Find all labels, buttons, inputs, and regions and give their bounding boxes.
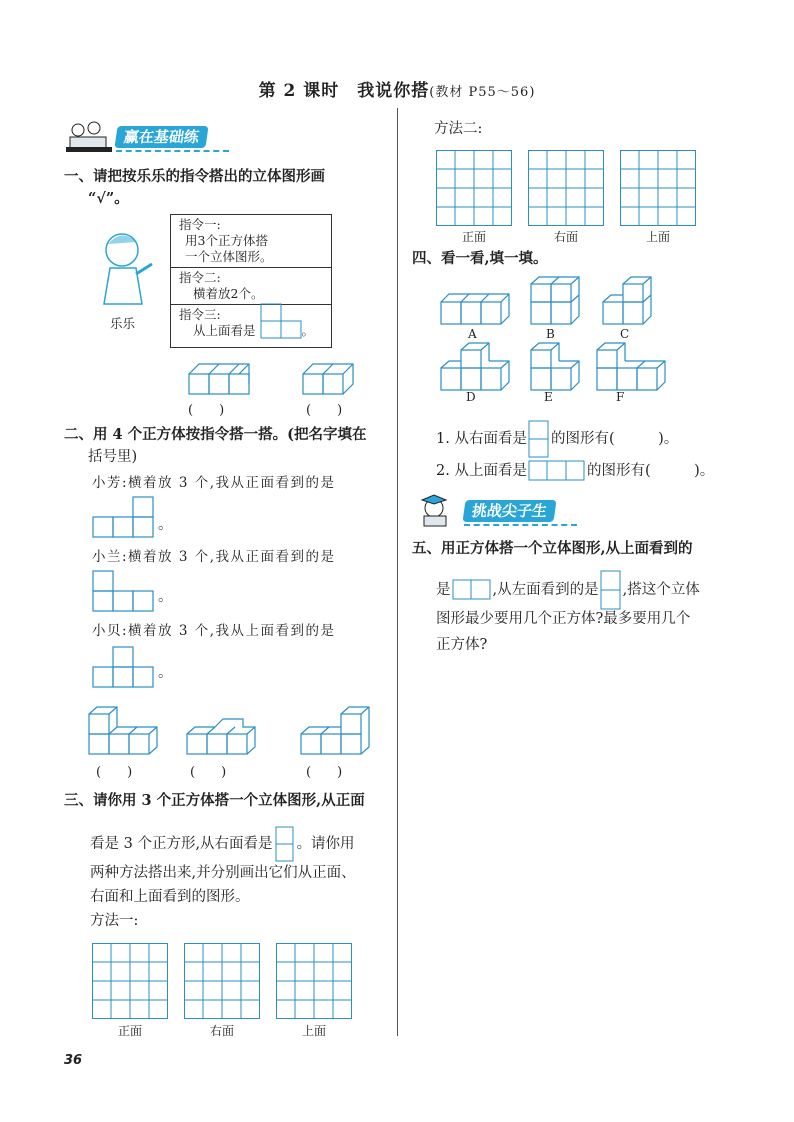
q2-option-2-cubes <box>186 716 256 756</box>
q4-right-view-shape <box>528 420 550 458</box>
method1-front-grid[interactable] <box>92 943 168 1019</box>
method2-right-label: 右面 <box>553 230 578 244</box>
instr3-end: 。 <box>301 323 315 338</box>
xiaofang-front-view <box>92 496 154 538</box>
instruction-2 <box>171 268 332 305</box>
method2-top-grid[interactable] <box>620 150 696 226</box>
q4-item1-blank[interactable]: 的图形有( )。 <box>550 431 679 447</box>
q3-prompt-line3: 两种方法搭出来,并分别画出它们从正面、 <box>90 865 356 881</box>
method2-top-label: 上面 <box>645 230 670 244</box>
method2-front-label: 正面 <box>461 230 486 244</box>
shape-d-label: D <box>466 390 476 404</box>
q4-item2-text: 2. 从上面看是 <box>436 463 527 479</box>
q1-prompt-line1: 一、请把按乐乐的指令搭出的立体图形画 <box>64 168 325 185</box>
textbook-ref: (教材 P55～56) <box>429 85 536 100</box>
q1-option-b-cubes <box>302 362 354 396</box>
shape-c-label: C <box>620 327 630 341</box>
shape-f-label: F <box>616 390 625 404</box>
basic-practice-banner <box>64 120 229 154</box>
instr1-line2: 一个立体图形。 <box>185 249 273 264</box>
instr1-line1: 用3个正方体搭 <box>185 233 268 248</box>
banner-underline <box>116 150 229 152</box>
q5-prompt-line4: 正方体? <box>436 637 488 653</box>
q4-item1-text: 1. 从右面看是 <box>436 431 527 447</box>
students-icon <box>64 120 114 154</box>
q5-line2c: ,搭这个立体 <box>622 582 700 598</box>
shape-f-cubes <box>596 342 666 392</box>
q2-option-3-cubes <box>300 706 370 756</box>
instruction-table <box>170 214 332 348</box>
shape-e-label: E <box>544 390 553 404</box>
q2-prompt-line1: 二、用 4 个正方体按指令搭一搭。(把名字填在 <box>64 426 367 443</box>
method-1-label: 方法一: <box>90 913 139 929</box>
q1-option-a-cubes <box>188 362 250 396</box>
q1-answer-a[interactable]: ( ) <box>188 403 225 418</box>
q1-answer-b[interactable]: ( ) <box>306 403 343 418</box>
xiaobei-top-view <box>92 646 154 688</box>
q4-title: 四、看一看,填一填。 <box>412 250 548 267</box>
method1-front-label: 正面 <box>117 1024 142 1038</box>
q1-prompt-line2: “√”。 <box>88 190 129 207</box>
q5-line2a: 是 <box>436 582 451 598</box>
xiaofang-text: 小芳:横着放 3 个,我从正面看到的是 <box>92 475 336 491</box>
xiaolan-text: 小兰:横着放 3 个,我从正面看到的是 <box>92 549 336 565</box>
method-2-label: 方法二: <box>434 121 483 137</box>
basic-practice-label: 赢在基础练 <box>114 126 208 148</box>
q5-top-view-shape <box>452 579 492 601</box>
q5-prompt-line3: 图形最少要用几个正方体?最多要用几个 <box>436 611 691 627</box>
lele-label: 乐乐 <box>110 316 136 331</box>
instruction-3 <box>171 305 332 348</box>
xiaobei-period: 。 <box>158 665 173 681</box>
xiaobei-text: 小贝:横着放 3 个,我从上面看到的是 <box>92 623 336 639</box>
q4-top-view-shape <box>528 460 586 482</box>
q5-left-view-shape <box>600 570 622 610</box>
method1-top-grid[interactable] <box>276 943 352 1019</box>
shape-b-label: B <box>546 327 555 341</box>
instr3-line1: 从上面看是 <box>193 323 256 338</box>
xiaofang-period: 。 <box>158 517 173 533</box>
method2-right-grid[interactable] <box>528 150 604 226</box>
instr2-line1: 横着放2个。 <box>193 286 264 301</box>
q2-answer-2[interactable]: ( ) <box>190 765 227 780</box>
shape-d-cubes <box>440 342 510 392</box>
column-divider <box>397 108 398 1036</box>
xiaolan-period: 。 <box>158 589 173 605</box>
q3-line2a: 看是 3 个正方形,从右面看是 <box>90 836 273 852</box>
method1-top-label: 上面 <box>301 1024 326 1038</box>
page-title <box>0 76 794 101</box>
q3-prompt-line2 <box>90 826 355 862</box>
q4-item2-blank[interactable]: 的图形有( )。 <box>586 463 715 479</box>
q5-prompt-line1: 五、用正方体搭一个立体图形,从上面看到的 <box>412 540 693 557</box>
instr2-title: 指令二: <box>179 270 221 285</box>
shape-c-cubes <box>602 276 654 326</box>
challenge-label: 挑战尖子生 <box>462 500 556 522</box>
top-view-l-shape <box>260 303 302 339</box>
page-number: 36 <box>64 1053 83 1068</box>
child-lele-icon <box>96 228 158 314</box>
instr3-title: 指令三: <box>179 307 221 322</box>
method1-right-grid[interactable] <box>184 943 260 1019</box>
shape-a-label: A <box>468 327 477 341</box>
q3-prompt-line1: 三、请你用 3 个正方体搭一个立体图形,从正面 <box>64 792 365 809</box>
q3-right-view-shape <box>275 826 295 862</box>
method2-front-grid[interactable] <box>436 150 512 226</box>
q2-prompt-line2: 括号里) <box>88 449 138 465</box>
shape-a-cubes <box>440 292 510 326</box>
shape-e-cubes <box>530 342 582 392</box>
xiaolan-front-view <box>92 570 154 612</box>
q3-prompt-line4: 右面和上面看到的图形。 <box>90 889 250 905</box>
method1-right-label: 右面 <box>209 1024 234 1038</box>
q5-line2b: ,从左面看到的是 <box>492 582 599 598</box>
q2-answer-3[interactable]: ( ) <box>306 765 343 780</box>
q5-prompt-line2 <box>436 570 700 610</box>
q2-answer-1[interactable]: ( ) <box>96 765 133 780</box>
q4-item2 <box>436 460 714 482</box>
q3-line2b: 。请你用 <box>296 836 355 852</box>
q4-item1 <box>436 420 678 458</box>
instruction-1 <box>171 215 332 268</box>
shape-b-cubes <box>530 276 582 326</box>
graduate-student-icon <box>412 494 462 528</box>
challenge-banner <box>412 494 577 528</box>
lesson-title: 第 2 课时 我说你搭 <box>258 81 430 101</box>
instr1-title: 指令一: <box>179 217 221 232</box>
banner-underline-2 <box>464 524 577 526</box>
q2-option-1-cubes <box>88 706 158 756</box>
